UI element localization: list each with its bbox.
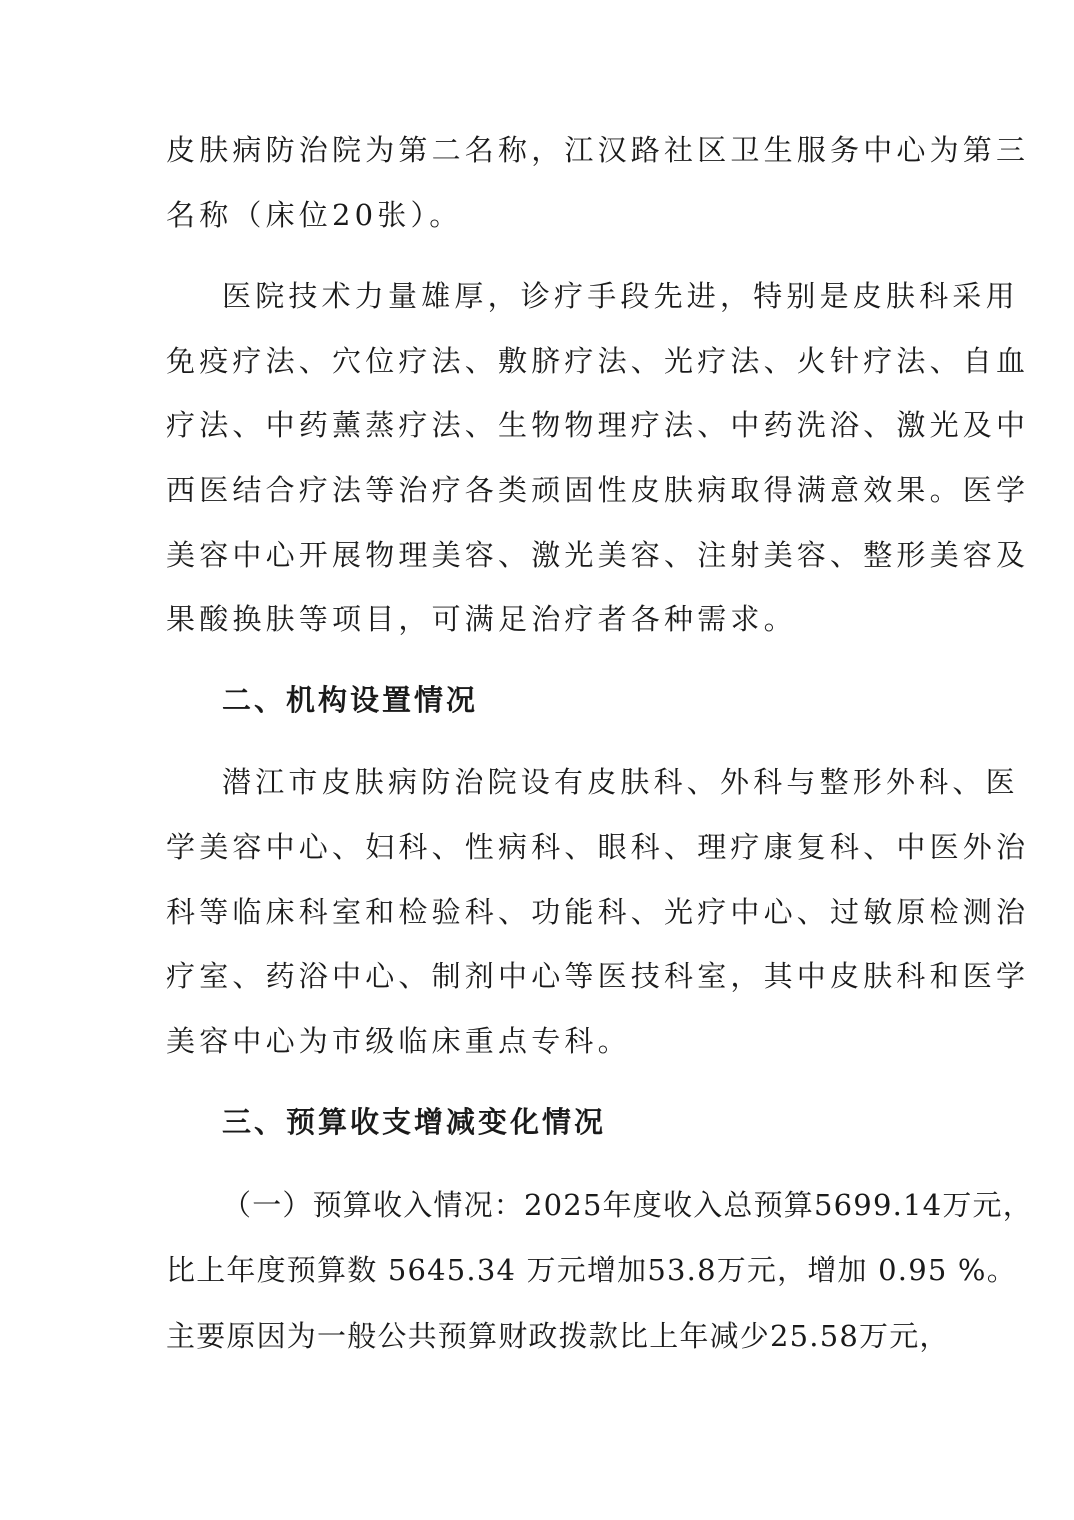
paragraph-line: 名称（床位20张）。 [166,198,463,232]
paragraph-line: 果酸换肤等项目，可满足治疗者各种需求。 [166,602,797,636]
paragraph-line: 学美容中心、妇科、性病科、眼科、理疗康复科、中医外治 [166,830,1030,864]
paragraph-line: 皮肤病防治院为第二名称，江汉路社区卫生服务中心为第三 [166,133,1030,167]
paragraph-line: 美容中心开展物理美容、激光美容、注射美容、整形美容及 [166,538,1030,572]
paragraph-line: 潜江市皮肤病防治院设有皮肤科、外科与整形外科、医 [222,765,1019,799]
paragraph-line: 免疫疗法、穴位疗法、敷脐疗法、光疗法、火针疗法、自血 [166,344,1030,378]
paragraph-line: 美容中心为市级临床重点专科。 [166,1024,631,1058]
section-heading: 二、机构设置情况 [222,683,479,717]
paragraph-line: 主要原因为一般公共预算财政拨款比上年减少25.58万元， [166,1319,950,1353]
paragraph-line: 疗室、药浴中心、制剂中心等医技科室，其中皮肤科和医学 [166,959,1030,993]
paragraph-line: 西医结合疗法等治疗各类顽固性皮肤病取得满意效果。医学 [166,473,1030,507]
paragraph-line: 科等临床科室和检验科、功能科、光疗中心、过敏原检测治 [166,895,1030,929]
paragraph-line: （一）预算收入情况：2025年度收入总预算5699.14万元， [222,1188,1033,1222]
section-heading: 三、预算收支增减变化情况 [222,1105,607,1139]
paragraph-line: 疗法、中药薰蒸疗法、生物物理疗法、中药洗浴、激光及中 [166,408,1030,442]
paragraph-line: 比上年度预算数 5645.34 万元增加53.8万元，增加 0.95 %。 [166,1253,1017,1287]
paragraph-line: 医院技术力量雄厚，诊疗手段先进，特别是皮肤科采用 [222,279,1019,313]
